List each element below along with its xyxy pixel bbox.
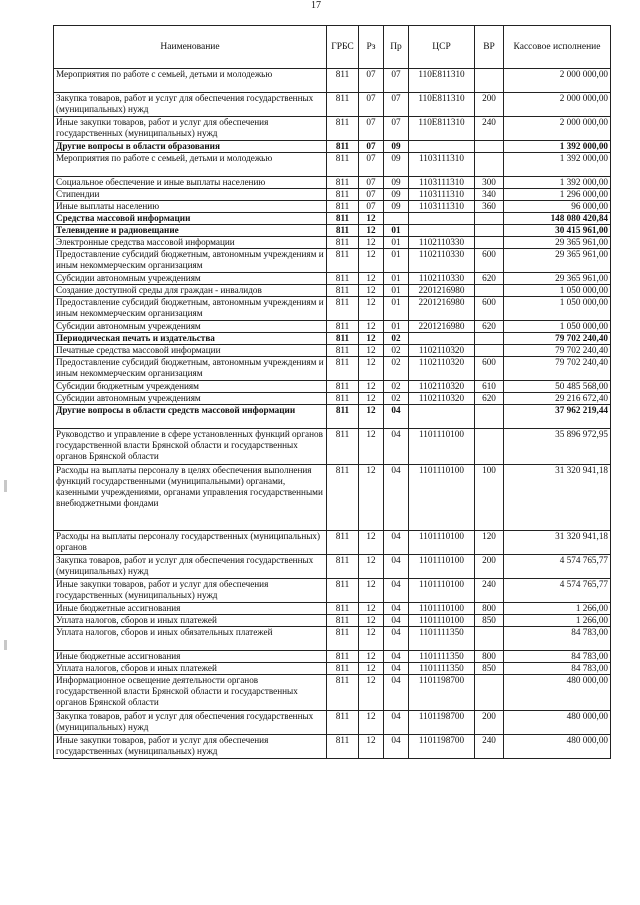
cell-grbs: 811 — [327, 615, 359, 627]
column-header-pr: Пр — [384, 26, 409, 69]
cell-amount: 79 702 240,40 — [504, 345, 611, 357]
budget-execution-table — [53, 25, 611, 759]
cell-name: Стипендии — [54, 189, 327, 201]
cell-pr: 04 — [384, 663, 409, 675]
table-row — [54, 297, 611, 321]
cell-grbs: 811 — [327, 213, 359, 225]
cell-vr: 850 — [475, 615, 504, 627]
table-row — [54, 735, 611, 759]
cell-pr: 09 — [384, 189, 409, 201]
cell-csr: 110Е811310 — [409, 117, 475, 141]
cell-rz: 12 — [359, 465, 384, 531]
cell-rz: 07 — [359, 93, 384, 117]
cell-name: Расходы на выплаты персоналу в целях обеспечения выполнения функций государственными (муниципальными) органами, казенными учреждениями, органами управления государственными внебюджетными фондами — [54, 465, 327, 531]
cell-csr: 1102110320 — [409, 393, 475, 405]
cell-name: Предоставление субсидий бюджетным, автономным учреждениям и иным некоммерческим организациям — [54, 357, 327, 381]
page-number: 17 — [311, 0, 321, 11]
cell-rz: 12 — [359, 531, 384, 555]
cell-vr — [475, 285, 504, 297]
cell-pr: 04 — [384, 603, 409, 615]
cell-rz: 12 — [359, 627, 384, 651]
table-row — [54, 405, 611, 429]
cell-csr: 1101198700 — [409, 711, 475, 735]
table-row — [54, 465, 611, 531]
cell-rz: 12 — [359, 651, 384, 663]
cell-name: Руководство и управление в сфере установленных функций органов государственной власти Брянской области и государственных органов Брянской области — [54, 429, 327, 465]
cell-name: Закупка товаров, работ и услуг для обеспечения государственных (муниципальных) нужд — [54, 93, 327, 117]
cell-grbs: 811 — [327, 225, 359, 237]
cell-name: Субсидии автономным учреждениям — [54, 273, 327, 285]
cell-csr — [409, 141, 475, 153]
cell-name: Телевидение и радиовещание — [54, 225, 327, 237]
cell-rz: 12 — [359, 357, 384, 381]
cell-grbs: 811 — [327, 333, 359, 345]
cell-pr: 04 — [384, 531, 409, 555]
cell-vr: 200 — [475, 93, 504, 117]
cell-rz: 12 — [359, 225, 384, 237]
cell-csr: 110Е811310 — [409, 69, 475, 93]
cell-amount: 29 365 961,00 — [504, 249, 611, 273]
table-row — [54, 615, 611, 627]
cell-name: Периодическая печать и издательства — [54, 333, 327, 345]
cell-rz: 12 — [359, 321, 384, 333]
cell-vr: 100 — [475, 465, 504, 531]
cell-name: Другие вопросы в области образования — [54, 141, 327, 153]
cell-grbs: 811 — [327, 321, 359, 333]
cell-grbs: 811 — [327, 393, 359, 405]
column-header-csr: ЦСР — [409, 26, 475, 69]
cell-rz: 12 — [359, 285, 384, 297]
cell-amount: 84 783,00 — [504, 651, 611, 663]
cell-name: Субсидии бюджетным учреждениям — [54, 381, 327, 393]
cell-vr: 240 — [475, 579, 504, 603]
cell-vr: 240 — [475, 735, 504, 759]
cell-vr — [475, 333, 504, 345]
cell-vr: 340 — [475, 189, 504, 201]
cell-grbs: 811 — [327, 531, 359, 555]
cell-rz: 07 — [359, 189, 384, 201]
cell-name: Иные закупки товаров, работ и услуг для обеспечения государственных (муниципальных) нужд — [54, 117, 327, 141]
cell-amount: 148 080 420,84 — [504, 213, 611, 225]
table-row — [54, 69, 611, 93]
cell-pr: 01 — [384, 237, 409, 249]
cell-csr: 1101111350 — [409, 651, 475, 663]
cell-name: Расходы на выплаты персоналу государственных (муниципальных) органов — [54, 531, 327, 555]
cell-grbs: 811 — [327, 627, 359, 651]
table-row — [54, 201, 611, 213]
cell-vr — [475, 345, 504, 357]
cell-name: Закупка товаров, работ и услуг для обеспечения государственных (муниципальных) нужд — [54, 555, 327, 579]
table-row — [54, 153, 611, 177]
cell-rz: 12 — [359, 555, 384, 579]
cell-vr: 800 — [475, 603, 504, 615]
cell-pr: 09 — [384, 177, 409, 189]
cell-rz: 12 — [359, 393, 384, 405]
cell-csr: 1101110100 — [409, 531, 475, 555]
cell-csr — [409, 225, 475, 237]
cell-grbs: 811 — [327, 93, 359, 117]
scan-edge-mark — [4, 640, 7, 650]
cell-vr — [475, 405, 504, 429]
cell-vr: 200 — [475, 711, 504, 735]
cell-amount: 37 962 219,44 — [504, 405, 611, 429]
cell-vr — [475, 627, 504, 651]
cell-rz: 07 — [359, 177, 384, 189]
table-row — [54, 321, 611, 333]
cell-vr: 240 — [475, 117, 504, 141]
table-row — [54, 663, 611, 675]
cell-name: Предоставление субсидий бюджетным, автономным учреждениям и иным некоммерческим организациям — [54, 297, 327, 321]
cell-grbs: 811 — [327, 555, 359, 579]
cell-amount: 31 320 941,18 — [504, 531, 611, 555]
cell-vr: 600 — [475, 297, 504, 321]
cell-grbs: 811 — [327, 735, 359, 759]
cell-grbs: 811 — [327, 381, 359, 393]
cell-pr: 04 — [384, 735, 409, 759]
cell-rz: 07 — [359, 117, 384, 141]
cell-amount: 2 000 000,00 — [504, 69, 611, 93]
cell-csr: 1103111310 — [409, 153, 475, 177]
cell-vr: 120 — [475, 531, 504, 555]
cell-rz: 12 — [359, 735, 384, 759]
cell-csr: 2201216980 — [409, 321, 475, 333]
cell-pr: 04 — [384, 711, 409, 735]
table-row — [54, 117, 611, 141]
cell-grbs: 811 — [327, 711, 359, 735]
cell-name: Уплата налогов, сборов и иных платежей — [54, 615, 327, 627]
cell-grbs: 811 — [327, 429, 359, 465]
cell-name: Предоставление субсидий бюджетным, автономным учреждениям и иным некоммерческим организациям — [54, 249, 327, 273]
cell-grbs: 811 — [327, 651, 359, 663]
cell-vr — [475, 69, 504, 93]
table-row — [54, 579, 611, 603]
cell-amount: 35 896 972,95 — [504, 429, 611, 465]
cell-grbs: 811 — [327, 141, 359, 153]
cell-rz: 07 — [359, 153, 384, 177]
cell-pr: 02 — [384, 345, 409, 357]
column-header-grbs: ГРБС — [327, 26, 359, 69]
cell-csr: 1101111350 — [409, 627, 475, 651]
cell-vr: 360 — [475, 201, 504, 213]
cell-vr: 620 — [475, 273, 504, 285]
cell-pr: 01 — [384, 297, 409, 321]
cell-csr: 1103111310 — [409, 189, 475, 201]
cell-grbs: 811 — [327, 579, 359, 603]
cell-name: Электронные средства массовой информации — [54, 237, 327, 249]
cell-amount: 1 392 000,00 — [504, 141, 611, 153]
cell-grbs: 811 — [327, 405, 359, 429]
cell-rz: 07 — [359, 201, 384, 213]
cell-csr: 2201216980 — [409, 285, 475, 297]
cell-csr: 1103111310 — [409, 201, 475, 213]
cell-amount: 2 000 000,00 — [504, 93, 611, 117]
cell-pr: 01 — [384, 285, 409, 297]
table-row — [54, 603, 611, 615]
cell-vr — [475, 675, 504, 711]
table-body — [54, 69, 611, 759]
table-row — [54, 555, 611, 579]
cell-name: Мероприятия по работе с семьей, детьми и молодежью — [54, 153, 327, 177]
cell-csr: 1102110320 — [409, 345, 475, 357]
cell-vr: 600 — [475, 357, 504, 381]
cell-rz: 12 — [359, 273, 384, 285]
cell-pr: 02 — [384, 357, 409, 381]
table-row — [54, 357, 611, 381]
cell-amount: 1 266,00 — [504, 603, 611, 615]
cell-csr: 1101111350 — [409, 663, 475, 675]
cell-csr: 1101110100 — [409, 579, 475, 603]
cell-name: Мероприятия по работе с семьей, детьми и молодежью — [54, 69, 327, 93]
cell-grbs: 811 — [327, 153, 359, 177]
cell-amount: 84 783,00 — [504, 663, 611, 675]
cell-rz: 12 — [359, 711, 384, 735]
cell-name: Иные бюджетные ассигнования — [54, 603, 327, 615]
table-row — [54, 627, 611, 651]
cell-grbs: 811 — [327, 603, 359, 615]
table-row — [54, 333, 611, 345]
cell-pr: 07 — [384, 93, 409, 117]
table-row — [54, 711, 611, 735]
cell-vr: 300 — [475, 177, 504, 189]
column-header-amount: Кассовое исполнение — [504, 26, 611, 69]
cell-amount: 29 216 672,40 — [504, 393, 611, 405]
table-row — [54, 177, 611, 189]
cell-csr: 1102110320 — [409, 357, 475, 381]
cell-grbs: 811 — [327, 675, 359, 711]
cell-name: Закупка товаров, работ и услуг для обеспечения государственных (муниципальных) нужд — [54, 711, 327, 735]
cell-vr: 600 — [475, 249, 504, 273]
column-header-name: Наименование — [54, 26, 327, 69]
cell-name: Другие вопросы в области средств массовой информации — [54, 405, 327, 429]
cell-grbs: 811 — [327, 249, 359, 273]
cell-pr: 04 — [384, 651, 409, 663]
cell-pr: 01 — [384, 273, 409, 285]
cell-grbs: 811 — [327, 465, 359, 531]
cell-pr: 02 — [384, 381, 409, 393]
cell-amount: 50 485 568,00 — [504, 381, 611, 393]
cell-pr: 01 — [384, 249, 409, 273]
table-header-row — [54, 26, 611, 69]
cell-vr — [475, 225, 504, 237]
cell-grbs: 811 — [327, 237, 359, 249]
table-row — [54, 249, 611, 273]
cell-rz: 07 — [359, 69, 384, 93]
cell-amount: 4 574 765,77 — [504, 555, 611, 579]
cell-rz: 12 — [359, 675, 384, 711]
table-row — [54, 393, 611, 405]
cell-pr: 01 — [384, 225, 409, 237]
column-header-rz: Рз — [359, 26, 384, 69]
cell-amount: 480 000,00 — [504, 735, 611, 759]
cell-csr: 1102110330 — [409, 249, 475, 273]
cell-rz: 12 — [359, 249, 384, 273]
cell-pr: 04 — [384, 555, 409, 579]
cell-pr: 09 — [384, 153, 409, 177]
cell-pr: 09 — [384, 141, 409, 153]
table-row — [54, 345, 611, 357]
cell-rz: 12 — [359, 663, 384, 675]
cell-pr: 04 — [384, 579, 409, 603]
cell-vr: 610 — [475, 381, 504, 393]
cell-grbs: 811 — [327, 297, 359, 321]
cell-pr: 01 — [384, 321, 409, 333]
cell-vr — [475, 153, 504, 177]
cell-name: Иные закупки товаров, работ и услуг для обеспечения государственных (муниципальных) нужд — [54, 735, 327, 759]
cell-amount: 1 296 000,00 — [504, 189, 611, 201]
cell-vr: 800 — [475, 651, 504, 663]
cell-amount: 84 783,00 — [504, 627, 611, 651]
cell-vr: 200 — [475, 555, 504, 579]
cell-csr — [409, 333, 475, 345]
column-header-vr: ВР — [475, 26, 504, 69]
cell-name: Субсидии автономным учреждениям — [54, 321, 327, 333]
cell-amount: 1 392 000,00 — [504, 153, 611, 177]
table-row — [54, 531, 611, 555]
cell-grbs: 811 — [327, 663, 359, 675]
cell-amount: 29 365 961,00 — [504, 237, 611, 249]
cell-amount: 480 000,00 — [504, 711, 611, 735]
cell-csr: 1101110100 — [409, 429, 475, 465]
cell-amount: 1 266,00 — [504, 615, 611, 627]
cell-csr: 1101110100 — [409, 465, 475, 531]
cell-name: Иные бюджетные ассигнования — [54, 651, 327, 663]
cell-grbs: 811 — [327, 117, 359, 141]
cell-rz: 12 — [359, 405, 384, 429]
cell-name: Иные закупки товаров, работ и услуг для обеспечения государственных (муниципальных) нужд — [54, 579, 327, 603]
table-row — [54, 141, 611, 153]
cell-grbs: 811 — [327, 189, 359, 201]
cell-grbs: 811 — [327, 285, 359, 297]
cell-rz: 12 — [359, 297, 384, 321]
cell-rz: 12 — [359, 603, 384, 615]
table-row — [54, 213, 611, 225]
cell-csr — [409, 405, 475, 429]
cell-amount: 30 415 961,00 — [504, 225, 611, 237]
cell-name: Уплата налогов, сборов и иных платежей — [54, 663, 327, 675]
table-row — [54, 675, 611, 711]
cell-grbs: 811 — [327, 345, 359, 357]
cell-name: Печатные средства массовой информации — [54, 345, 327, 357]
cell-amount: 4 574 765,77 — [504, 579, 611, 603]
cell-rz: 12 — [359, 345, 384, 357]
cell-amount: 79 702 240,40 — [504, 333, 611, 345]
cell-vr: 620 — [475, 321, 504, 333]
cell-amount: 1 050 000,00 — [504, 297, 611, 321]
table-row — [54, 225, 611, 237]
cell-vr: 620 — [475, 393, 504, 405]
cell-name: Субсидии автономным учреждениям — [54, 393, 327, 405]
table-row — [54, 429, 611, 465]
cell-amount: 480 000,00 — [504, 675, 611, 711]
scan-edge-mark — [4, 480, 7, 492]
table-row — [54, 285, 611, 297]
cell-pr — [384, 213, 409, 225]
cell-pr: 02 — [384, 393, 409, 405]
cell-rz: 12 — [359, 213, 384, 225]
cell-vr: 850 — [475, 663, 504, 675]
cell-csr — [409, 213, 475, 225]
cell-rz: 12 — [359, 615, 384, 627]
table-row — [54, 93, 611, 117]
cell-name: Средства массовой информации — [54, 213, 327, 225]
cell-amount: 31 320 941,18 — [504, 465, 611, 531]
cell-amount: 2 000 000,00 — [504, 117, 611, 141]
cell-amount: 79 702 240,40 — [504, 357, 611, 381]
cell-grbs: 811 — [327, 201, 359, 213]
cell-csr: 1101198700 — [409, 675, 475, 711]
cell-pr: 07 — [384, 69, 409, 93]
cell-name: Иные выплаты населению — [54, 201, 327, 213]
table-row — [54, 381, 611, 393]
cell-vr — [475, 429, 504, 465]
cell-vr — [475, 237, 504, 249]
cell-pr: 04 — [384, 465, 409, 531]
cell-pr: 07 — [384, 117, 409, 141]
cell-amount: 96 000,00 — [504, 201, 611, 213]
cell-csr: 1102110320 — [409, 381, 475, 393]
table-row — [54, 273, 611, 285]
cell-vr — [475, 213, 504, 225]
cell-csr: 1102110330 — [409, 237, 475, 249]
cell-rz: 07 — [359, 141, 384, 153]
cell-rz: 12 — [359, 579, 384, 603]
cell-pr: 04 — [384, 429, 409, 465]
cell-csr: 110Е811310 — [409, 93, 475, 117]
cell-csr: 1102110330 — [409, 273, 475, 285]
cell-amount: 1 050 000,00 — [504, 285, 611, 297]
table-row — [54, 237, 611, 249]
cell-pr: 02 — [384, 333, 409, 345]
cell-csr: 1101110100 — [409, 555, 475, 579]
cell-pr: 04 — [384, 615, 409, 627]
cell-pr: 04 — [384, 405, 409, 429]
cell-grbs: 811 — [327, 273, 359, 285]
cell-pr: 04 — [384, 627, 409, 651]
cell-pr: 09 — [384, 201, 409, 213]
cell-pr: 04 — [384, 675, 409, 711]
cell-rz: 12 — [359, 429, 384, 465]
cell-grbs: 811 — [327, 69, 359, 93]
cell-name: Уплата налогов, сборов и иных обязательных платежей — [54, 627, 327, 651]
cell-name: Создание доступной среды для граждан - инвалидов — [54, 285, 327, 297]
cell-csr: 1101198700 — [409, 735, 475, 759]
cell-rz: 12 — [359, 333, 384, 345]
cell-name: Социальное обеспечение и иные выплаты населению — [54, 177, 327, 189]
cell-csr: 1101110100 — [409, 615, 475, 627]
cell-grbs: 811 — [327, 357, 359, 381]
cell-name: Информационное освещение деятельности органов государственной власти Брянской области и государственных органов Брянской области — [54, 675, 327, 711]
cell-rz: 12 — [359, 237, 384, 249]
cell-amount: 29 365 961,00 — [504, 273, 611, 285]
table-row — [54, 651, 611, 663]
cell-grbs: 811 — [327, 177, 359, 189]
cell-vr — [475, 141, 504, 153]
cell-amount: 1 392 000,00 — [504, 177, 611, 189]
cell-csr: 2201216980 — [409, 297, 475, 321]
cell-csr: 1101110100 — [409, 603, 475, 615]
table-row — [54, 189, 611, 201]
cell-csr: 1103111310 — [409, 177, 475, 189]
cell-amount: 1 050 000,00 — [504, 321, 611, 333]
cell-rz: 12 — [359, 381, 384, 393]
